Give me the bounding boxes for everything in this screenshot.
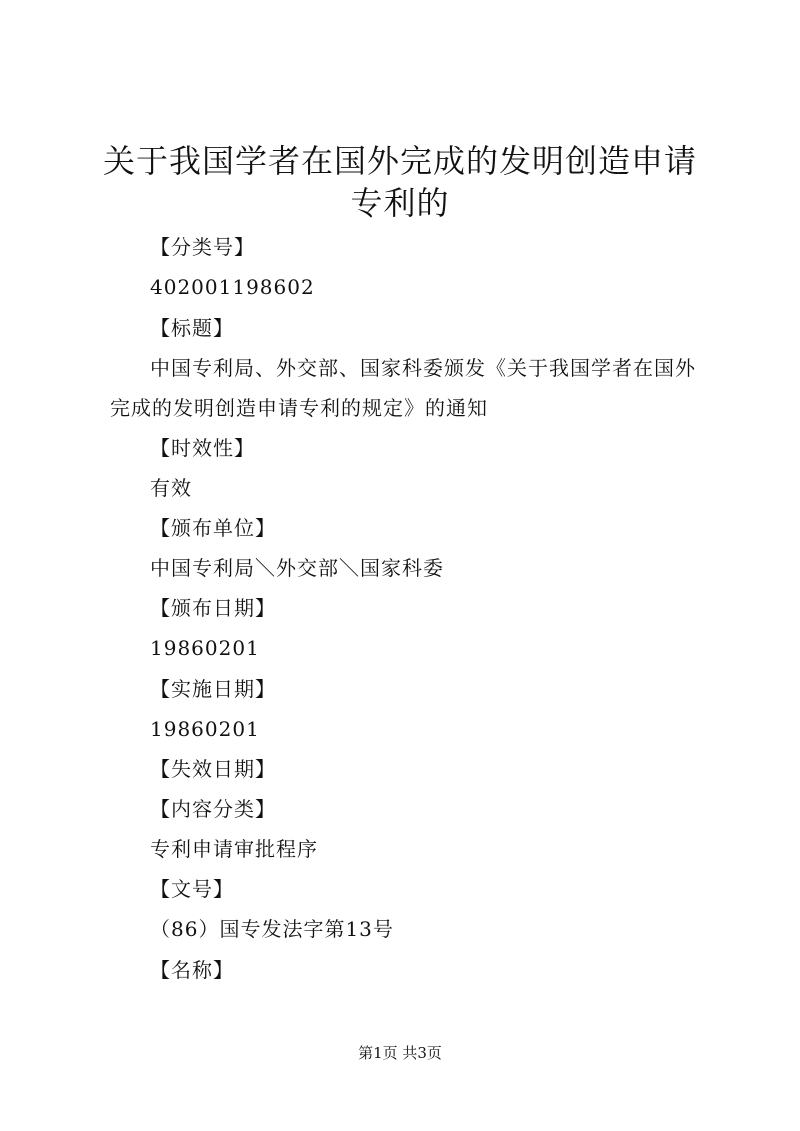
field-label-expiry-date: 【失效日期】 — [150, 757, 276, 781]
field-value-effective-date: 19860201 — [150, 717, 260, 741]
field-value-document-number: （86）国专发法字第13号 — [150, 917, 394, 941]
field-label-effective-date: 【实施日期】 — [150, 677, 276, 701]
field-label-heading: 【标题】 — [150, 316, 234, 340]
field-value-content-category: 专利申请审批程序 — [150, 837, 318, 861]
field-label-issue-date: 【颁布日期】 — [150, 596, 276, 620]
page-footer: 第1页 共3页 — [358, 1044, 442, 1062]
field-label-validity: 【时效性】 — [150, 436, 255, 460]
field-label-issuing-authority: 【颁布单位】 — [150, 516, 276, 540]
field-label-document-number: 【文号】 — [150, 877, 234, 901]
field-value-classification-number: 402001198602 — [150, 275, 315, 299]
field-value-issuing-authority: 中国专利局＼外交部＼国家科委 — [150, 556, 444, 580]
field-label-content-category: 【内容分类】 — [150, 797, 276, 821]
field-value-validity: 有效 — [150, 476, 192, 500]
document-title: 关于我国学者在国外完成的发明创造申请专利的 — [102, 142, 697, 222]
field-value-issue-date: 19860201 — [150, 636, 260, 660]
field-label-classification-number: 【分类号】 — [150, 235, 255, 259]
field-value-heading: 中国专利局、外交部、国家科委颁发《关于我国学者在国外完成的发明创造申请专利的规定》的通知 — [110, 356, 696, 420]
field-label-name: 【名称】 — [150, 958, 234, 982]
